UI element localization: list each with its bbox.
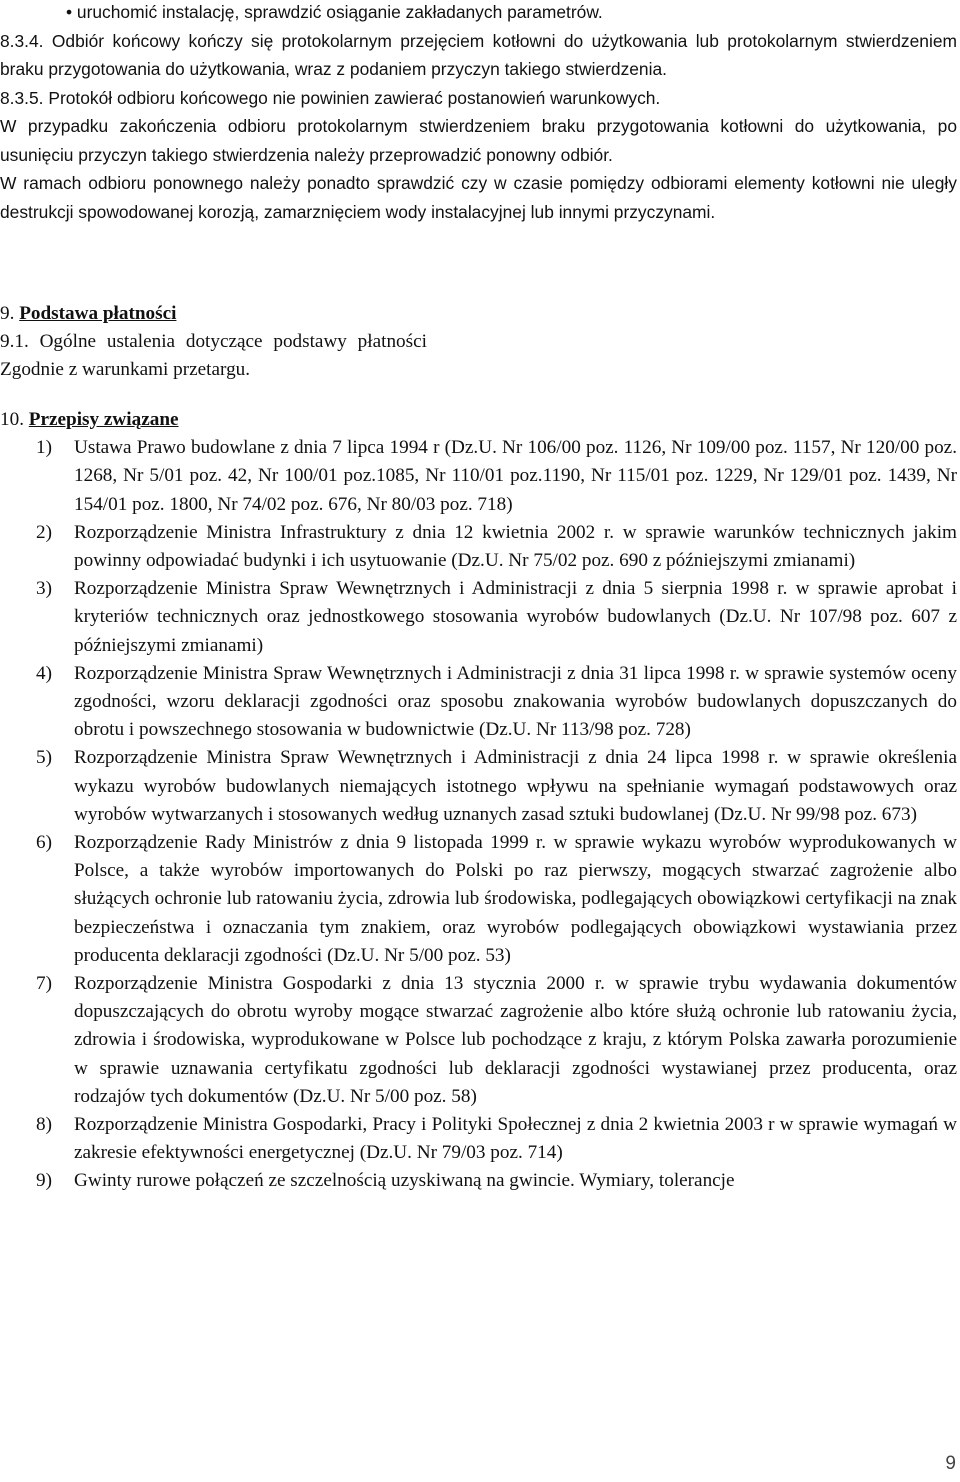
list-item	[0, 434, 957, 519]
list-item-text: Rozporządzenie Ministra Gospodarki z dnia 13 stycznia 2000 r. w sprawie trybu wydawania dokumentów dopuszczających do obrotu wyroby mogące stwarzać zagrożenie albo które służą ochronie lub ratowaniu życia, zdrowia i środowiska, wyprodukowane w Polsce lub pochodzące z kraju, z którym Polska zawarła porozumienie w sprawie uznawania certyfikatu zgodności lub deklaracji zgodności wystawianej przez producenta, oraz rodzajów tych dokumentów (Dz.U. Nr 5/00 poz. 58)	[74, 973, 957, 1107]
section-10	[0, 406, 957, 1196]
list-item-text: Rozporządzenie Ministra Infrastruktury z dnia 12 kwietnia 2002 r. w sprawie warunków technicznych jakim powinny odpowiadać budynki i ich usytuowanie (Dz.U. Nr 75/02 poz. 690 z późniejszymi zmianami)	[74, 521, 957, 572]
references-list	[0, 434, 957, 1195]
section-9-1-heading: 9.1. Ogólne ustalenia dotyczące podstawy płatności	[0, 331, 427, 353]
section-10-heading	[0, 406, 957, 434]
paragraph-8-3-4: 8.3.4. Odbiór końcowy kończy się protokolarnym przejęciem kotłowni do użytkowania lub protokolarnym stwierdzeniem braku przygotowania do użytkowania, wraz z podaniem przyczyn takiego stwierdzenia.	[0, 30, 957, 79]
list-item-number: 3)	[36, 578, 52, 600]
list-item-number: 9)	[36, 1170, 52, 1192]
list-item	[0, 744, 957, 829]
section-9-heading	[0, 300, 957, 328]
list-item-number: 4)	[36, 662, 52, 684]
page-number: 9	[945, 1453, 956, 1474]
list-item	[0, 519, 957, 575]
list-item-text: Ustawa Prawo budowlane z dnia 7 lipca 1994 r (Dz.U. Nr 106/00 poz. 1126, Nr 109/00 poz. 1157, Nr 120/00 poz. 1268, Nr 5/01 poz. 42, Nr 100/01 poz.1085, Nr 110/01 poz.1190, Nr 115/01 poz. 1229, Nr 129/01 poz. 1439, Nr 154/01 poz. 1800, Nr 74/02 poz. 676, Nr 80/03 poz. 718)	[74, 437, 957, 515]
paragraph-8-3-5: 8.3.5. Protokół odbioru końcowego nie powinien zawierać postanowień warunkowych.	[0, 87, 661, 108]
list-item	[0, 970, 957, 1111]
paragraph-repeat-checks: W ramach odbioru ponownego należy ponadto sprawdzić czy w czasie pomiędzy odbiorami elementy kotłowni nie uległy destrukcji spowodowanej korozją, zamarznięciem wody instalacyjnej lub innymi przyczynami.	[0, 173, 957, 222]
paragraph-repeat-acceptance: W przypadku zakończenia odbioru protokolarnym stwierdzeniem braku przygotowania kotłowni do użytkowania, po usunięciu przyczyn takiego stwierdzenia należy przeprowadzić ponowny odbiór.	[0, 116, 957, 165]
list-item	[0, 575, 957, 660]
list-item-number: 1)	[36, 437, 52, 459]
list-item	[0, 660, 957, 745]
list-item-text: Gwinty rurowe połączeń ze szczelnością uzyskiwaną na gwincie. Wymiary, tolerancje	[74, 1170, 735, 1192]
list-item	[0, 1167, 957, 1195]
acceptance-section	[0, 0, 957, 226]
list-item-text: Rozporządzenie Ministra Spraw Wewnętrznych i Administracji z dnia 31 lipca 1998 r. w sprawie systemów oceny zgodności, wzoru deklaracji zgodności oraz sposobu znakowania wyrobów budowlanych dopuszczanych do obrotu i powszechnego stosowania w budownictwie (Dz.U. Nr 113/98 poz. 728)	[74, 662, 957, 741]
section-9-title: Podstawa płatności	[19, 303, 177, 324]
list-item-number: 2)	[36, 521, 52, 543]
section-9	[0, 300, 957, 385]
list-item-number: 5)	[36, 747, 52, 769]
list-item-number: 7)	[36, 973, 52, 995]
section-9-text: Zgodnie z warunkami przetargu.	[0, 359, 251, 381]
list-item-text: Rozporządzenie Ministra Spraw Wewnętrznych i Administracji z dnia 24 lipca 1998 r. w sprawie określenia wykazu wyrobów budowlanych niemających istotnego wpływu na spełnianie wymagań podstawowych oraz wyrobów wytwarzanych i stosowanych według uznanych zasad sztuki budowlanej (Dz.U. Nr 99/98 poz. 673)	[74, 747, 957, 825]
section-9-number: 9.	[0, 303, 15, 324]
list-item-text: Rozporządzenie Rady Ministrów z dnia 9 listopada 1999 r. w sprawie wykazu wyrobów wyprodukowanych w Polsce, a także wyrobów importowanych do Polski po raz pierwszy, mogących stwarzać zagrożenie albo służących ochronie lub ratowaniu życia, zdrowia lub środowiska, podlegających obowiązkowi certyfikacji na znak bezpieczeństwa i oznaczania tym znakiem, oraz wyrobów podlegających obowiązkowi wystawiania przez producenta deklaracji zgodności (Dz.U. Nr 5/00 poz. 53)	[74, 832, 957, 966]
section-10-number: 10.	[0, 409, 24, 430]
list-item	[0, 829, 957, 970]
section-10-title: Przepisy związane	[28, 409, 179, 430]
list-item-number: 8)	[36, 1114, 52, 1136]
list-item-text: Rozporządzenie Ministra Spraw Wewnętrznych i Administracji z dnia 5 sierpnia 1998 r. w sprawie aprobat i kryteriów technicznych oraz jednostkowego stosowania wyrobów budowlanych (Dz.U. Nr 107/98 poz. 607 z późniejszymi zmianami)	[74, 578, 957, 656]
bullet-item: • uruchomić instalację, sprawdzić osiąganie zakładanych parametrów.	[66, 2, 603, 22]
list-item	[0, 1111, 957, 1167]
list-item-number: 6)	[36, 832, 52, 854]
list-item-text: Rozporządzenie Ministra Gospodarki, Pracy i Polityki Społecznej z dnia 2 kwietnia 2003 r w sprawie wymagań w zakresie efektywności energetycznej (Dz.U. Nr 79/03 poz. 714)	[74, 1114, 957, 1164]
